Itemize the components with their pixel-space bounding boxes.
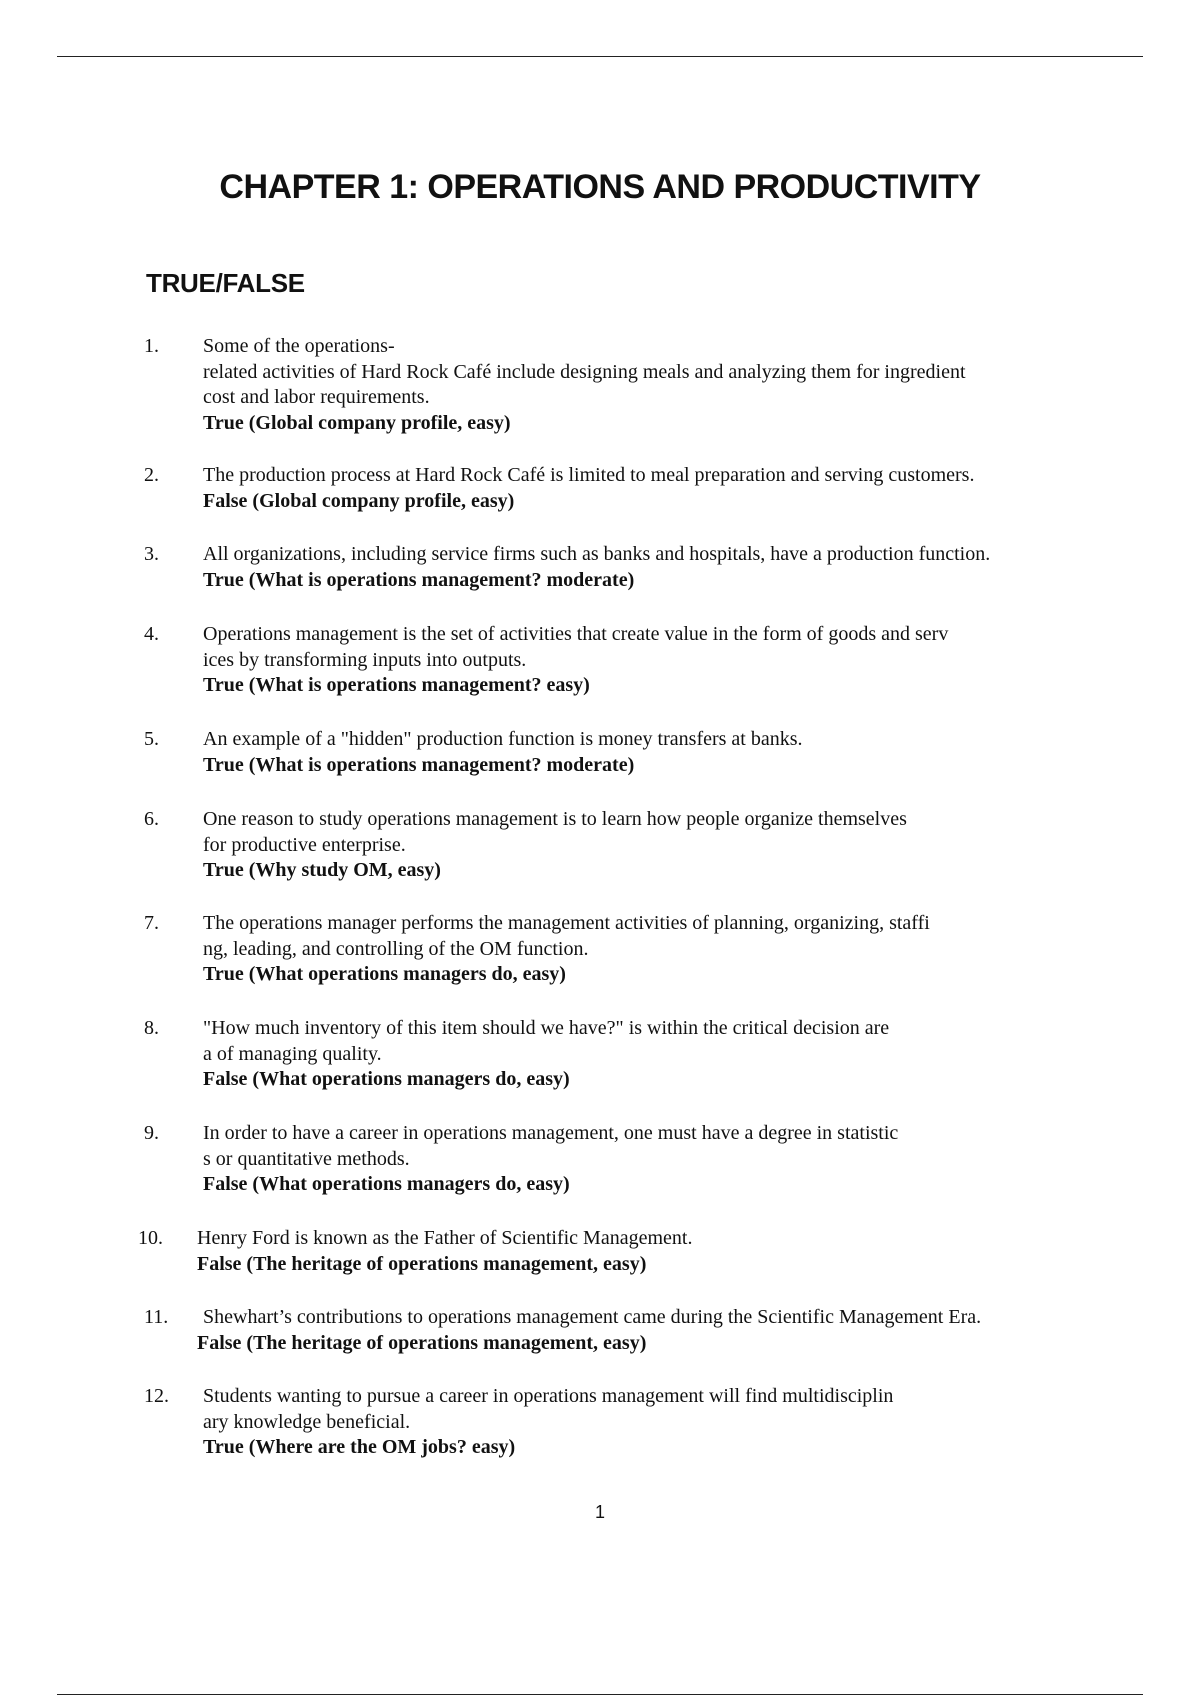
question-answer: True (Where are the OM jobs? easy)	[203, 1436, 516, 1458]
question-text	[203, 727, 1103, 778]
question-number: 1.	[144, 335, 159, 357]
chapter-title: CHAPTER 1: OPERATIONS AND PRODUCTIVITY	[219, 168, 981, 206]
section-title: TRUE/FALSE	[146, 268, 305, 298]
question-answer: False (The heritage of operations management, easy)	[197, 1331, 647, 1354]
question-line: ary knowledge beneficial.	[203, 1410, 411, 1433]
question-answer: True (What is operations management? easy)	[203, 674, 590, 696]
question-line: cost and labor requirements.	[203, 386, 430, 408]
question-text	[203, 1016, 1103, 1093]
question-line: s or quantitative methods.	[203, 1147, 410, 1170]
question-answer: True (Global company profile, easy)	[203, 411, 511, 434]
question-line: Henry Ford is known as the Father of Scientific Management.	[197, 1227, 693, 1249]
question-line: for productive enterprise.	[203, 833, 406, 856]
question-number: 5.	[144, 728, 159, 750]
question-number: 6.	[144, 808, 159, 830]
question-number: 10.	[138, 1227, 163, 1249]
question-answer: False (What operations managers do, easy)	[203, 1173, 570, 1195]
question-answer: False (Global company profile, easy)	[203, 489, 515, 512]
question-answer: False (What operations managers do, easy)	[203, 1068, 570, 1090]
question-text	[197, 1226, 1097, 1277]
question-text	[197, 1305, 1103, 1356]
question-line: One reason to study operations management is to learn how people organize themselves	[203, 808, 907, 830]
question-number: 12.	[144, 1385, 169, 1407]
question-number: 11.	[144, 1306, 169, 1328]
question-answer: True (What is operations management? moderate)	[203, 568, 635, 591]
question-number: 4.	[144, 623, 159, 645]
question-text	[203, 334, 1103, 436]
question-answer: False (The heritage of operations management, easy)	[197, 1252, 647, 1275]
question-line: "How much inventory of this item should we have?" is within the critical decision are	[203, 1017, 890, 1039]
question-line: An example of a "hidden" production function is money transfers at banks.	[203, 728, 803, 750]
question-line: ices by transforming inputs into outputs.	[203, 648, 527, 671]
question-text	[203, 463, 1103, 514]
question-line: ng, leading, and controlling of the OM function.	[203, 937, 589, 960]
question-text	[203, 622, 1103, 699]
question-line: a of managing quality.	[203, 1042, 382, 1065]
question-line: Shewhart’s contributions to operations management came during the Scientific Management Era.	[203, 1306, 982, 1328]
question-answer: True (What is operations management? moderate)	[203, 753, 635, 776]
question-line: related activities of Hard Rock Café include designing meals and analyzing them for ingredient	[203, 360, 966, 383]
question-answer: True (What operations managers do, easy)	[203, 963, 566, 985]
question-line: Some of the operations-	[203, 335, 395, 357]
bottom-rule	[57, 1694, 1143, 1695]
question-number: 3.	[144, 543, 159, 565]
question-text	[203, 542, 1103, 593]
question-line: Operations management is the set of activities that create value in the form of goods and serv	[203, 623, 949, 645]
page-number: 1	[594, 1502, 605, 1522]
question-answer: True (Why study OM, easy)	[203, 859, 441, 881]
question-line: All organizations, including service firms such as banks and hospitals, have a production function.	[203, 543, 991, 565]
question-text	[203, 1121, 1103, 1198]
question-text	[203, 807, 1103, 884]
question-number: 2.	[144, 464, 159, 486]
question-line: The operations manager performs the management activities of planning, organizing, staffi	[203, 912, 930, 934]
question-text	[203, 1384, 1103, 1461]
question-number: 7.	[144, 912, 159, 934]
question-line: Students wanting to pursue a career in operations management will find multidisciplin	[203, 1385, 894, 1407]
top-rule	[57, 56, 1143, 57]
question-number: 9.	[144, 1122, 159, 1144]
question-number: 8.	[144, 1017, 159, 1039]
question-line: The production process at Hard Rock Café is limited to meal preparation and serving customers.	[203, 464, 975, 486]
question-line: In order to have a career in operations management, one must have a degree in statistic	[203, 1122, 899, 1144]
question-text	[203, 911, 1103, 988]
